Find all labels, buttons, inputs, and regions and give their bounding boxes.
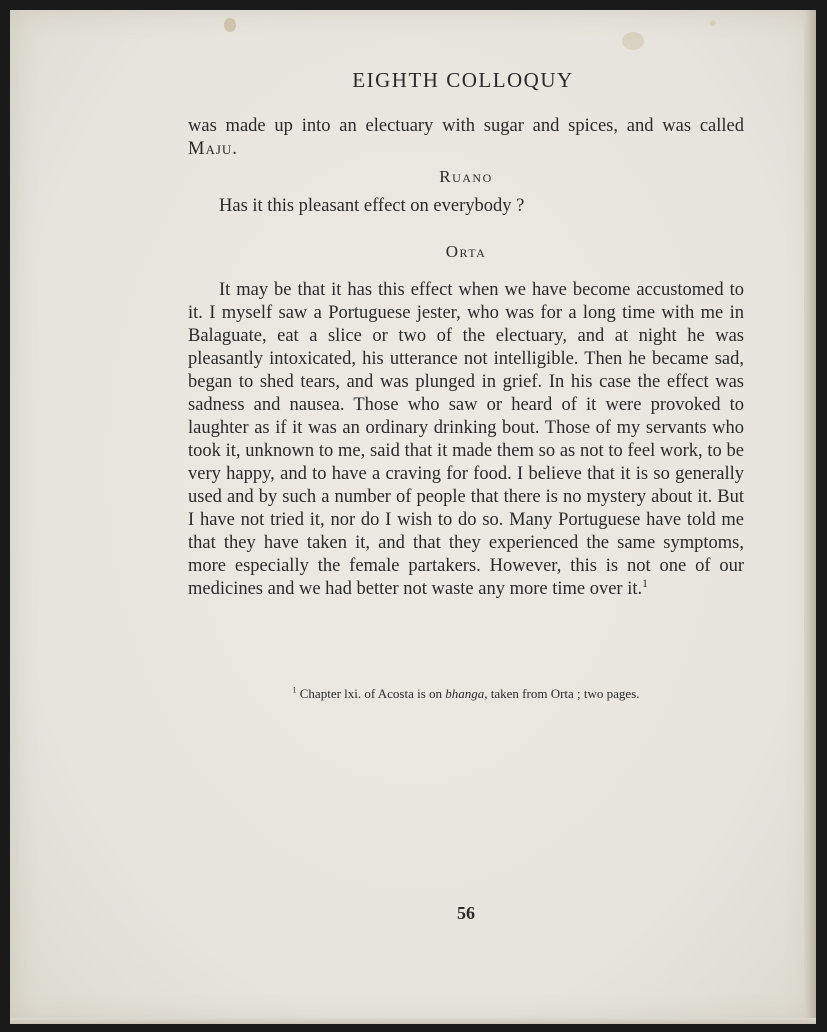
foxing-spot — [710, 20, 716, 26]
opening-term: Maju — [188, 139, 233, 159]
page-number: 56 — [457, 903, 475, 923]
page-edge — [804, 10, 816, 1024]
speaker-heading-ruano: Ruano — [439, 167, 493, 186]
main-paragraph — [188, 279, 744, 601]
page-bottom-edge — [10, 1018, 816, 1024]
footnote — [188, 686, 744, 702]
opening-line: was made up into an electuary with sugar and spices, and was called — [188, 116, 744, 136]
opening-text — [188, 115, 744, 161]
running-head: EIGHTH COLLOQUY — [352, 68, 574, 92]
book-page — [10, 10, 816, 1024]
speaker-heading-orta: Orta — [445, 242, 487, 261]
main-paragraph-text: It may be that it has this effect when we have become accustomed to it. I myself saw a Portuguese jester, who was for a long time with me in Balaguate, eat a slice or two of the electuary, and at night he was pleasantly intoxicated, his utterance not intelligible. Then he became sad, began to shed tears, and was plunged in grief. In his case the effect was sadness and nausea. Those who saw or heard of it were provoked to laughter as if it was an ordinary drinking bout. Those of my servants who took it, unknown to me, said that it made them so as not to feel work, to be very happy, and to have a craving for food. I believe that it is so generally used and by such a number of people that there is no mystery about it. But I have not tried it, nor do I wish to do so. Many Portuguese have told me that they have taken it, and that they experienced the same symptoms, more especially the female partakers. However, this is not one of our medicines and we had better not waste any more time over it. — [188, 280, 744, 599]
footnote-marker: 1 — [292, 685, 297, 695]
footnote-text-before: Chapter lxi. of Acosta is on — [296, 686, 446, 701]
footnote-reference: 1 — [642, 577, 648, 590]
foxing-spot — [224, 18, 236, 32]
footnote-italic-term: bhanga, — [445, 686, 488, 701]
foxing-spot — [622, 32, 644, 50]
opening-end: . — [232, 139, 237, 159]
footnote-text-after: taken from Orta ; two pages. — [487, 686, 640, 701]
question-text: Has it this pleasant effect on everybody ? — [219, 196, 525, 216]
